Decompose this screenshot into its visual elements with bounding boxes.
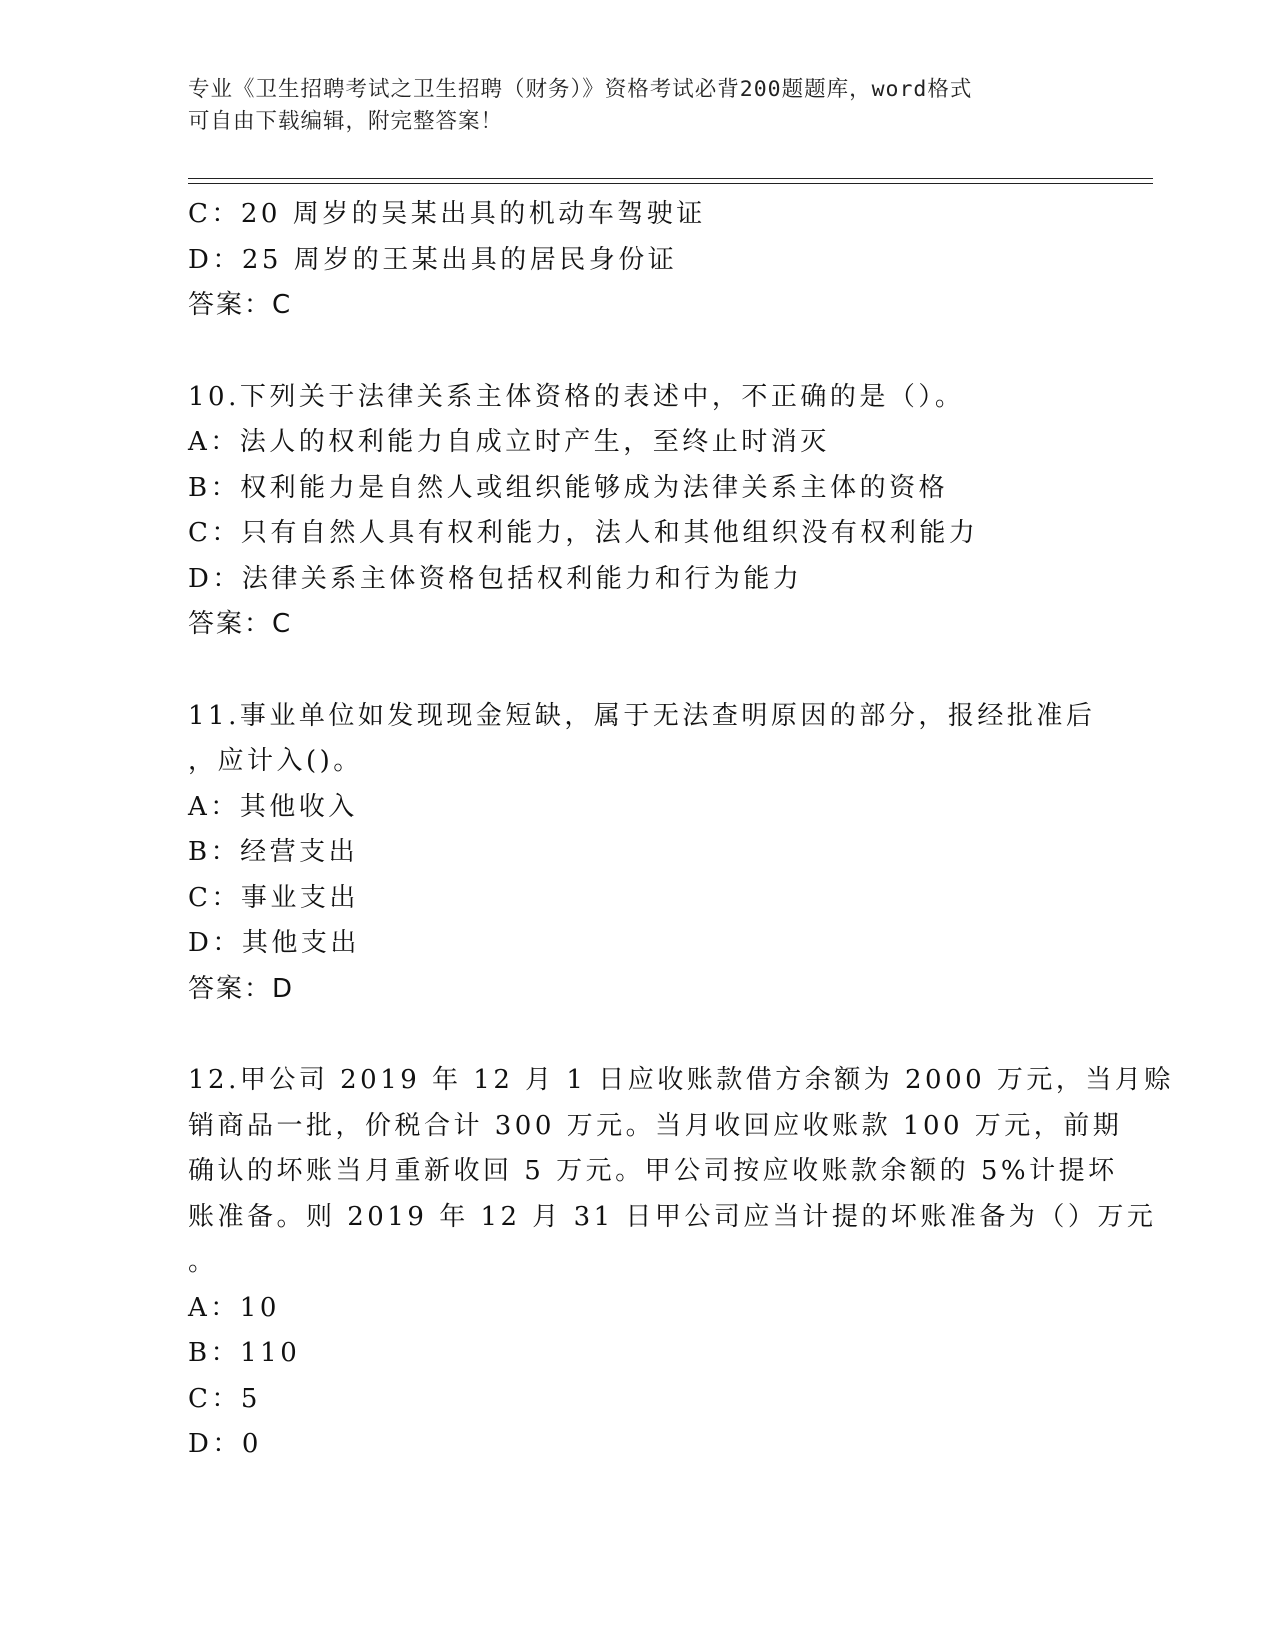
header-divider-bottom xyxy=(188,183,1153,184)
question-stem-line-5: 。 xyxy=(188,1247,218,1277)
spacer xyxy=(188,648,1088,694)
spacer xyxy=(188,329,1088,375)
question-stem-line-3: 确认的坏账当月重新收回 5 万元。甲公司按应收账款余额的 5%计提坏 xyxy=(188,1156,1118,1186)
option-b: B：权利能力是自然人或组织能够成为法律关系主体的资格 xyxy=(188,472,949,503)
option-a: A：其他收入 xyxy=(188,791,358,822)
question-stem-line-1: 11.事业单位如发现现金短缺，属于无法查明原因的部分，报经批准后 xyxy=(188,700,1096,731)
header-title-line-2: 可自由下载编辑，附完整答案！ xyxy=(188,109,504,134)
option-b: B：110 xyxy=(188,1338,301,1368)
answer: 答案：C xyxy=(188,609,293,639)
option-d: D：法律关系主体资格包括权利能力和行为能力 xyxy=(188,563,803,594)
option-b: B：经营支出 xyxy=(188,837,359,867)
header-divider-top xyxy=(188,178,1153,179)
spacer xyxy=(188,1012,1088,1058)
question-stem-line-1: 12.甲公司 2019 年 12 月 1 日应收账款借方余额为 2000 万元，当月赊 xyxy=(188,1065,1174,1095)
option-c: C：20 周岁的吴某出具的机动车驾驶证 xyxy=(188,199,706,229)
option-c: C：事业支出 xyxy=(188,882,359,913)
question-12 xyxy=(188,1058,1174,1468)
option-d: D：其他支出 xyxy=(188,928,360,958)
option-c: C：只有自然人具有权利能力，法人和其他组织没有权利能力 xyxy=(188,518,979,548)
question-stem-line-2: ，应计入()。 xyxy=(188,746,363,776)
question-11 xyxy=(188,694,1096,1013)
question-stem-line-4: 账准备。则 2019 年 12 月 31 日甲公司应当计提的坏账准备为（）万元 xyxy=(188,1201,1157,1232)
question-10 xyxy=(188,375,1088,648)
header-title-line-1: 专业《卫生招聘考试之卫生招聘（财务）》资格考试必背200题题库，word格式 xyxy=(188,77,973,102)
answer: 答案：C xyxy=(188,290,293,320)
option-d: D：25 周岁的王某出具的居民身份证 xyxy=(188,244,678,275)
option-a: A：10 xyxy=(188,1292,280,1323)
document-body xyxy=(188,192,1174,1468)
question-stem: 10.下列关于法律关系主体资格的表述中，不正确的是（）。 xyxy=(188,381,965,412)
document-header xyxy=(188,74,1088,138)
option-c: C：5 xyxy=(188,1383,261,1414)
option-a: A：法人的权利能力自成立时产生，至终止时消灭 xyxy=(188,427,830,457)
question-9-continued xyxy=(188,192,1088,329)
option-d: D：0 xyxy=(188,1429,262,1459)
question-stem-line-2: 销商品一批，价税合计 300 万元。当月收回应收账款 100 万元，前期 xyxy=(188,1110,1123,1141)
answer: 答案：D xyxy=(188,973,295,1004)
